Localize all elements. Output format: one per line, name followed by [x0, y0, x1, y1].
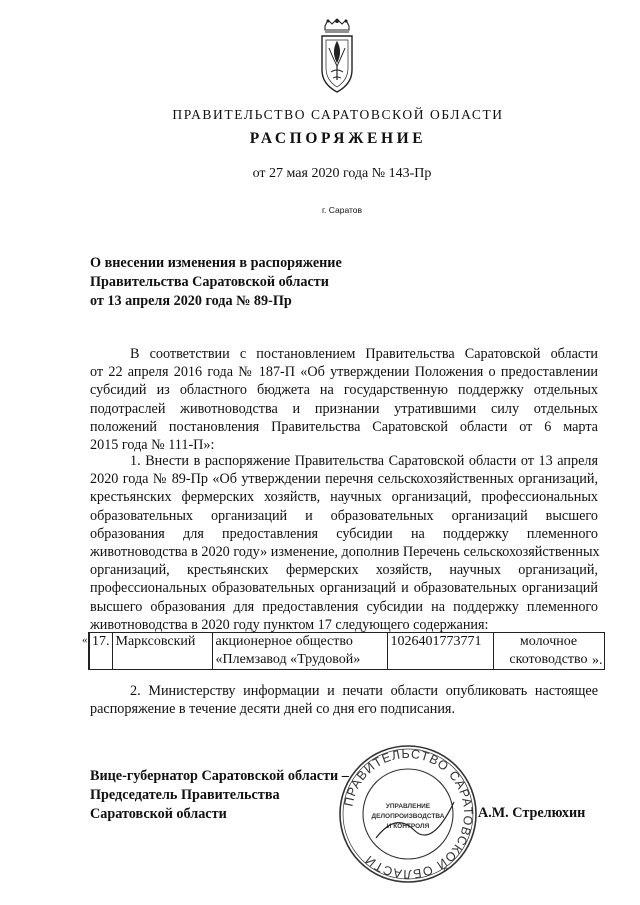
- row-number: 17.: [89, 633, 112, 670]
- preamble-paragraph: В соответствии с постановлением Правительства Саратовской области от 22 апреля 2016 года № 187-П «Об утверждении Положения о предоставлении субсидий из областного бюджета на государственную поддержку отдельных подотраслей животноводства и признании утратившими силу отдельных положений постановления Правительства Саратовской области от 6 марта 2015 года № 111-П»:: [90, 346, 598, 453]
- row-organization: акционерное общество «Племзавод «Трудовой»: [212, 633, 387, 670]
- official-seal-icon: [336, 742, 480, 886]
- government-name: ПРАВИТЕЛЬСТВО САРАТОВСКОЙ ОБЛАСТИ: [172, 107, 504, 122]
- added-entry-table: [88, 632, 605, 670]
- table-open-quote: «: [82, 634, 88, 646]
- seal-ring-text: ПРАВИТЕЛЬСТВО САРАТОВСКОЙ ОБЛАСТИ: [341, 746, 476, 882]
- seal-inner-line-1: УПРАВЛЕНИЕ: [385, 803, 431, 810]
- item-2-paragraph: 2. Министерству информации и печати области опубликовать настоящее распоряжение в течение десяти дней со дня его подписания.: [90, 683, 598, 718]
- signatory-position: Вице-губернатор Саратовской области – Председатель Правительства Саратовской области: [90, 768, 349, 822]
- document-type: РАСПОРЯЖЕНИЕ: [249, 130, 427, 147]
- document-subject: О внесении изменения в распоряжение Правительства Саратовской области от 13 апреля 2020 года № 89-Пр: [90, 255, 342, 309]
- table-row: [89, 633, 604, 670]
- row-ogrn: 1026401773771: [387, 633, 493, 670]
- seal-inner-line-3: И КОНТРОЛЯ: [386, 823, 430, 830]
- document-date: от 27 мая 2020 года № 143-Пр: [252, 166, 432, 181]
- seal-inner-line-2: ДЕЛОПРОИЗВОДСТВА: [371, 813, 445, 820]
- item-1-paragraph: 1. Внести в распоряжение Правительства Саратовской области от 13 апреля 2020 года № 89-Пр «Об утверждении перечня сельскохозяйственных организаций, крестьянских фермерских хозяйств, научных организаций, профессиональных образовательных организаций и образовательных организаций высшего образования для предоставления субсидии на поддержку племенного животноводства в 2020 году» изменение, дополнив Перечень сельскохозяйственных организаций, крестьянских фермерских хозяйств, научных организаций, профессиональных образовательных организаций и образовательных организаций высшего образования для предоставления субсидии на поддержку племенного животноводства в 2020 году пунктом 17 следующего содержания:: [90, 453, 600, 633]
- signatory-name: А.М. Стрелюхин: [478, 805, 586, 821]
- row-district: Марксовский: [112, 633, 212, 670]
- row-activity: молочное скотоводство: [493, 633, 604, 670]
- document-city: г. Саратов: [321, 205, 363, 215]
- coat-of-arms-icon: [316, 18, 358, 96]
- table-close-quote: ».: [592, 653, 603, 668]
